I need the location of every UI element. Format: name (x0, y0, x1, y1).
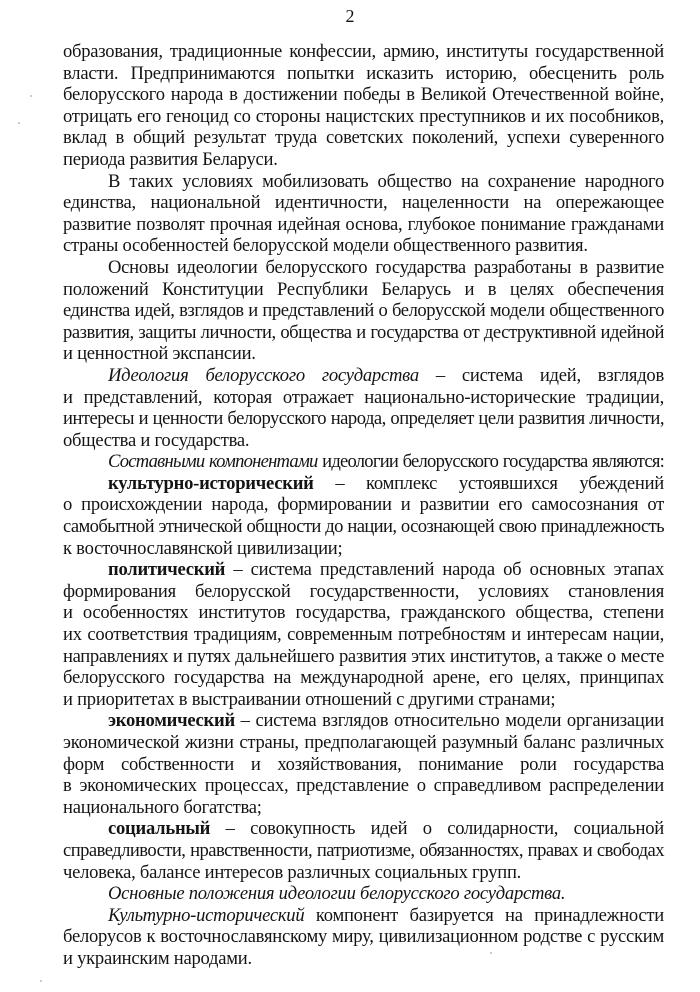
text-line: развития, защиты личности, общества и государства от деструктивной идейной (63, 321, 664, 343)
text-line: власти. Предпринимаются попытки исказить историю, обесценить роль (63, 62, 664, 84)
text-line: самобытной этнической общности до нации, осознающей свою принадлежность (63, 516, 664, 538)
paragraph (63, 905, 664, 970)
bold-term: социальный (108, 818, 211, 840)
text-run: – система идей, взглядов (418, 364, 664, 386)
paragraph-component-social (63, 818, 664, 883)
text-line: вклад в общий результат труда советских поколений, успехи суверенного (63, 127, 664, 149)
text-line: направлениях и путях дальнейшего развития этих институтов, а также о месте (63, 645, 664, 667)
text-line: страны особенностей белорусской модели общественного развития. (63, 235, 588, 257)
text-line: отрицать его геноцид со стороны нацистских преступников и их пособников, (63, 105, 664, 127)
text-line: единства идей, взглядов и представлений о белорусской модели общественного (63, 300, 664, 322)
text-line: белорусского государства на международной арене, его целях, принципах (63, 667, 664, 689)
scan-speck (18, 122, 20, 124)
paragraph-component-economic (63, 710, 664, 818)
text-line (63, 559, 664, 581)
text-line: положений Конституции Республики Беларусь и в целях обеспечения (63, 278, 664, 300)
scan-speck (490, 952, 492, 954)
italic-term: Составными компонентами (108, 451, 318, 473)
text-line: Основные положения идеологии белорусского государства. (108, 883, 566, 905)
text-line: формирования белорусской государственности, условиях становления (63, 580, 664, 602)
text-line: в экономических процессах, представление о справедливом распределении (63, 775, 664, 797)
text-line: Основы идеологии белорусского государства разработаны в развитие (108, 256, 664, 278)
text-line: справедливости, нравственности, патриотизме, обязанностях, правах и свободах (63, 839, 664, 861)
scan-speck (30, 95, 32, 97)
text-line: и особенностях институтов государства, гражданского общества, степени (63, 602, 664, 624)
text-line (63, 451, 664, 473)
bold-term: экономический (108, 710, 235, 732)
text-line: их соответствия традициям, современным потребностям и интересам нации, (63, 624, 664, 646)
paragraph-component-cultural (63, 473, 664, 559)
text-line: белорусов к восточнославянскому миру, цивилизационном родстве с русским (63, 926, 664, 948)
text-line: экономической жизни страны, предполагающей разумный баланс различных (63, 732, 664, 753)
text-line: о происхождении народа, формировании и развитии его самосознания от (63, 494, 664, 516)
text-line: и представлений, которая отражает национально-исторические традиции, (63, 386, 664, 408)
text-line (63, 710, 664, 732)
text-run: – совокупность идей о солидарности, социальной (210, 818, 664, 840)
text-line: единства, национальной идентичности, нацеленности на опережающее (63, 192, 664, 214)
bold-term: культурно-исторический (108, 472, 314, 494)
text-line: форм собственности и хозяйствования, понимание роли государства (63, 753, 664, 775)
text-line: белорусского народа в достижении победы в Великой Отечественной войне, (63, 84, 664, 106)
text-run: компонент базируется на принадлежности (304, 904, 664, 926)
text-line: и приоритетах в выстраивании отношений с другими странами; (63, 688, 556, 710)
text-line (63, 473, 664, 495)
text-run: – система взглядов относительно модели организации (234, 710, 664, 732)
text-run: – комплекс устоявшихся убеждений (313, 472, 664, 494)
text-line (63, 818, 664, 840)
paragraph (63, 41, 664, 171)
scan-speck (40, 980, 42, 982)
text-line: национального богатства; (63, 796, 262, 818)
italic-term: Идеология белорусского государства (108, 364, 419, 386)
text-line: к восточнославянской цивилизации; (63, 537, 343, 559)
text-run: – система представлений народа об основных этапах (225, 559, 664, 581)
paragraph-definition (63, 365, 664, 451)
text-line: интересы и ценности белорусского народа, определяет цели развития личности, (63, 408, 664, 430)
text-line: общества и государства. (63, 429, 250, 451)
text-line: развитие позволят прочная идейная основа, глубокое понимание гражданами (63, 213, 664, 235)
bold-term: политический (108, 559, 226, 581)
italic-term: Культурно-исторический (108, 904, 305, 926)
text-line: периода развития Беларуси. (63, 148, 278, 170)
page-number: 2 (345, 6, 355, 26)
text-line (63, 365, 664, 387)
section-heading (63, 883, 664, 905)
paragraph-components-intro (63, 451, 664, 473)
paragraph (63, 257, 664, 365)
paragraph (63, 171, 664, 257)
text-line: человека, балансе интересов различных социальных групп. (63, 861, 522, 883)
document-body (63, 41, 664, 970)
text-line: и украинским народами. (63, 947, 252, 969)
text-line: В таких условиях мобилизовать общество на сохранение народного (108, 170, 664, 192)
text-run: идеологии белорусского государства являются: (317, 451, 664, 473)
paragraph-component-political (63, 559, 664, 710)
text-line: и ценностной экспансии. (63, 343, 256, 365)
text-line (63, 905, 664, 927)
text-line: образования, традиционные конфессии, армию, институты государственной (63, 41, 664, 62)
